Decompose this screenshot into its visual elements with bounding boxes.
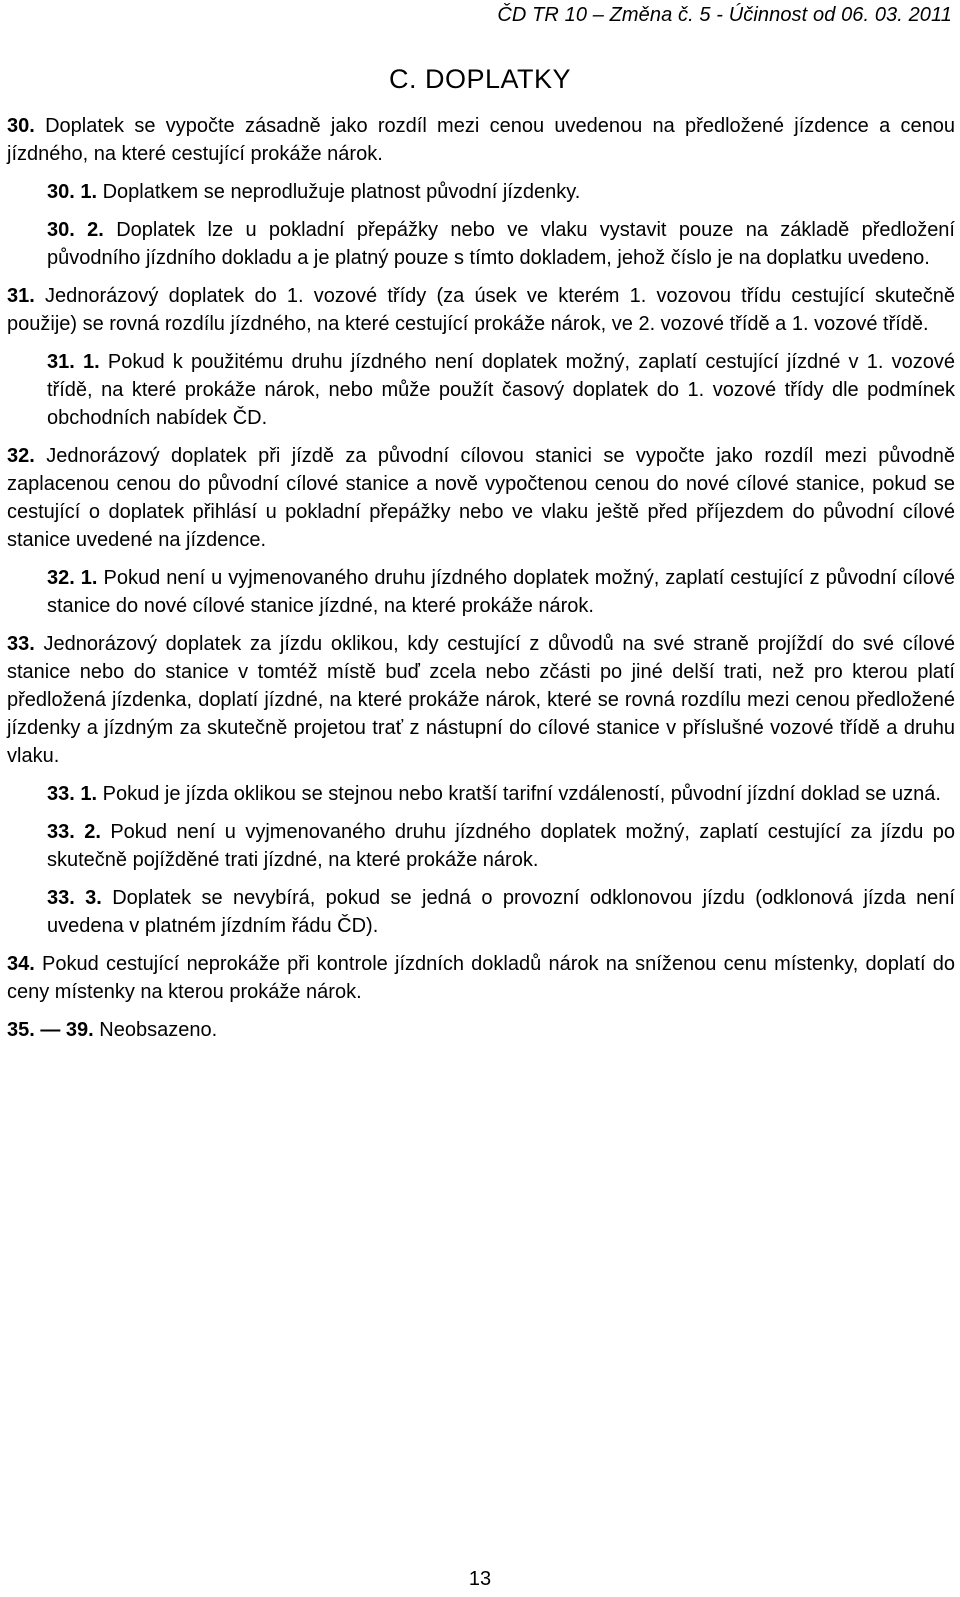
paragraph-33-1 (47, 780, 955, 808)
paragraph-32 (7, 442, 955, 554)
paragraph-number: 35. — 39. (7, 1019, 94, 1041)
page-number: 13 (468, 1568, 492, 1590)
paragraph-number: 32. 1. (47, 567, 98, 589)
section-title: C. DOPLATKY (388, 64, 572, 94)
document-body (7, 112, 955, 1054)
paragraph-34 (7, 950, 955, 1006)
paragraph-text: Pokud není u vyjmenovaného druhu jízdného doplatek možný, zaplatí cestující z původní cílové stanice do nové cílové stanice jízdné, na které prokáže nárok. (47, 567, 956, 617)
paragraph-text: Pokud není u vyjmenovaného druhu jízdného doplatek možný, zaplatí cestující za jízdu po skutečně pojížděné trati jízdné, na které prokáže nárok. (47, 821, 955, 871)
paragraph-number: 33. 3. (47, 887, 102, 909)
paragraph-number: 30. 1. (47, 181, 98, 203)
paragraph-number: 33. (7, 633, 35, 655)
paragraph-text: Jednorázový doplatek při jízdě za původní cílovou stanici se vypočte jako rozdíl mezi původně zaplacenou cenou do původní cílové stanice a nově vypočtenou cenou do nové cílové stanice, pokud se cestující o doplatek přihlásí u pokladní přepážky nebo ve vlaku ještě před příjezdem do původní cílové stanice uvedené na jízdence. (7, 445, 956, 551)
paragraph-text: Jednorázový doplatek do 1. vozové třídy (za úsek ve kterém 1. vozovou třídu cestující skutečně použije) se rovná rozdílu jízdného, na které cestující prokáže nárok, ve 2. vozové třídě a 1. vozové třídě. (7, 285, 956, 335)
document-reference: ČD TR 10 – Změna č. 5 - Účinnost od 06. 03. 2011 (497, 4, 952, 26)
paragraph-33 (7, 630, 955, 770)
paragraph-text: Pokud cestující neprokáže při kontrole jízdních dokladů nárok na sníženou cenu místenky, doplatí do ceny místenky na kterou prokáže nárok. (7, 953, 955, 1003)
paragraph-number: 33. 1. (47, 783, 98, 805)
paragraph-text: Pokud je jízda oklikou se stejnou nebo kratší tarifní vzdáleností, původní jízdní doklad se uzná. (102, 783, 941, 805)
paragraph-30 (7, 112, 955, 168)
paragraph-31 (7, 282, 955, 338)
paragraph-33-2 (47, 818, 955, 874)
paragraph-text: Pokud k použitému druhu jízdného není doplatek možný, zaplatí cestující jízdné v 1. vozové třídě, na které prokáže nárok, nebo může použít časový doplatek do 1. vozové třídy dle podmínek obchodních nabídek ČD. (47, 351, 955, 429)
paragraph-number: 30. 2. (47, 219, 104, 241)
paragraph-33-3 (47, 884, 955, 940)
paragraph-text: Doplatek se nevybírá, pokud se jedná o provozní odklonovou jízdu (odklonová jízda není uvedena v platném jízdním řádu ČD). (47, 887, 955, 937)
paragraph-text: Doplatkem se neprodlužuje platnost původní jízdenky. (102, 181, 581, 203)
paragraph-number: 31. 1. (47, 351, 100, 373)
paragraph-number: 33. 2. (47, 821, 101, 843)
paragraph-30-2 (47, 216, 955, 272)
paragraph-30-1 (47, 178, 955, 206)
paragraph-text: Doplatek se vypočte zásadně jako rozdíl mezi cenou uvedenou na předložené jízdence a cenou jízdného, na které cestující prokáže nárok. (7, 115, 955, 165)
paragraph-text: Doplatek lze u pokladní přepážky nebo ve vlaku vystavit pouze na základě předložení původního jízdního dokladu a je platný pouze s tímto dokladem, jehož číslo je na doplatku uvedeno. (47, 219, 955, 269)
paragraph-text: Jednorázový doplatek za jízdu oklikou, kdy cestující z důvodů na své straně projíždí do své cílové stanice nebo do stanice v tomtéž místě buď zcela nebo zčásti po jiné delší trati, než pro kterou platí předložená jízdenka, doplatí jízdné, na které prokáže nárok, které se rovná rozdílu mezi cenou předložené jízdenky a jízdným za skutečně projetou trať z nástupní do cílové stanice v příslušné vozové třídě a druhu vlaku. (7, 633, 955, 767)
paragraph-text: Neobsazeno. (99, 1019, 218, 1041)
paragraph-35-39 (7, 1016, 955, 1044)
paragraph-number: 32. (7, 445, 35, 467)
paragraph-number: 34. (7, 953, 35, 975)
paragraph-number: 30. (7, 115, 35, 137)
paragraph-31-1 (47, 348, 955, 432)
paragraph-32-1 (47, 564, 955, 620)
paragraph-number: 31. (7, 285, 35, 307)
